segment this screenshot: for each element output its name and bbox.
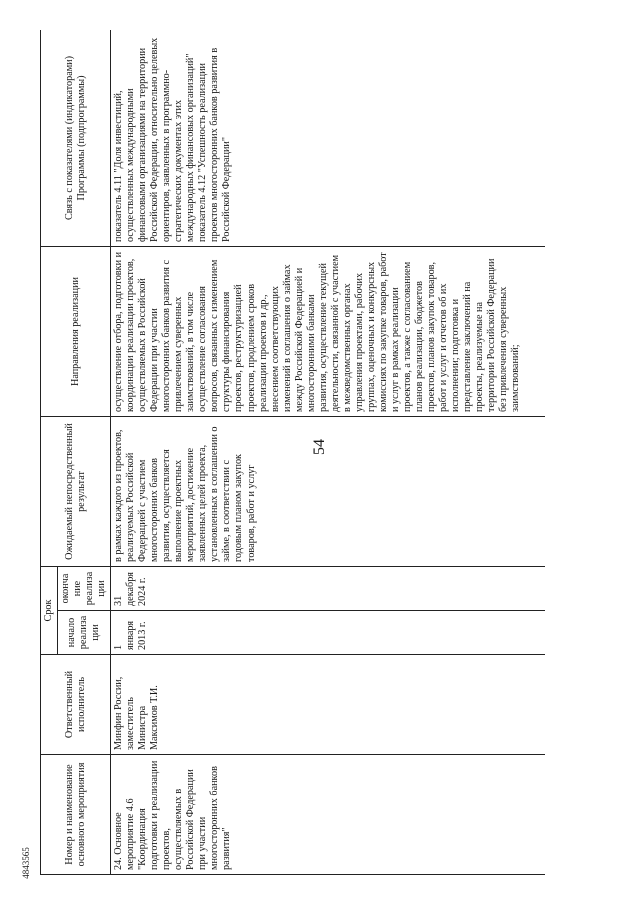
cell-number-and-name [111, 755, 546, 875]
header-term: Срок [41, 567, 58, 655]
header-executor: Ответственный исполнитель [41, 655, 111, 755]
header-directions: Направления реализации [41, 247, 111, 417]
header-start: начало реализации [58, 611, 111, 655]
page-number: 54 [311, 439, 328, 455]
table-row [111, 30, 546, 875]
cell-executor: Минфин России, заместитель Министра Максимов Т.И. [111, 655, 546, 755]
header-result: Ожидаемый непосредственный результат [41, 417, 111, 567]
cell-indicators: показатель 4.11 "Доля инвестиций, осуществленных международными финансовыми организациями на территории Российской Федерации, относительно целевых ориентиров, заявленных в программно-стратегических документах этих международных финансовых организаций" показатель 4.12 "Успешность реализации проектов многосторонних банков развития в Российской Федерации" [111, 30, 546, 247]
document-id: 4843565 [20, 847, 31, 879]
row-number: 24. [113, 857, 125, 870]
cell-directions: осуществление отбора, подготовки и координации реализации проектов, осуществляемых в Российской Федерации при участии многосторонних банков развития с привлечением суверенных заимствований, в том числе осуществление согласования вопросов, связанных с изменением структуры финансирования проектов, реструктуризацией проектов, продлением сроков реализации проектов и др., внесением соответствующих изменений в соглашения о займах между Российской Федерацией и многосторонними банками развития, осуществление текущей деятельности, связанной с участием в межведомственных органах управления проектами, рабочих группах, оценочных и конкурсных комиссиях по закупке товаров, работ и услуг в рамках реализации проектов, а также с согласованием планов реализации, бюджетов проектов, планов закупок товаров, работ и услуг и отчетов об их исполнении; подготовка и представление заключений на проекты, реализуемые на территории Российской Федерации без привлечения суверенных заимствований; [111, 247, 546, 417]
header-end: окончание реализации [58, 567, 111, 611]
cell-end: 31 декабря 2024 г. [111, 567, 546, 611]
rotated-landscape-table [40, 30, 600, 875]
activity-name: Основное мероприятие 4.6 "Координация подготовки и реализации проектов, осуществляемых в Российской Федерации при участии многосторонних банков развития" [113, 760, 233, 870]
activities-table [40, 30, 545, 875]
header-number-and-name: Номер и наименование основного мероприятия [41, 755, 111, 875]
header-indicators: Связь с показателями (индикаторами) Программы (подпрограммы) [41, 30, 111, 247]
table-area [40, 30, 600, 875]
cell-result: в рамках каждого из проектов, реализуемых Российской Федерацией с участием многосторонних банков развития, осуществляется выполнение проектных мероприятий, достижение заявленных целей проекта, установленных в соглашении о займе, в соответствии с годовым планом закупок товаров, работ и услуг [111, 417, 546, 567]
cell-start: 1 января 2013 г. [111, 611, 546, 655]
